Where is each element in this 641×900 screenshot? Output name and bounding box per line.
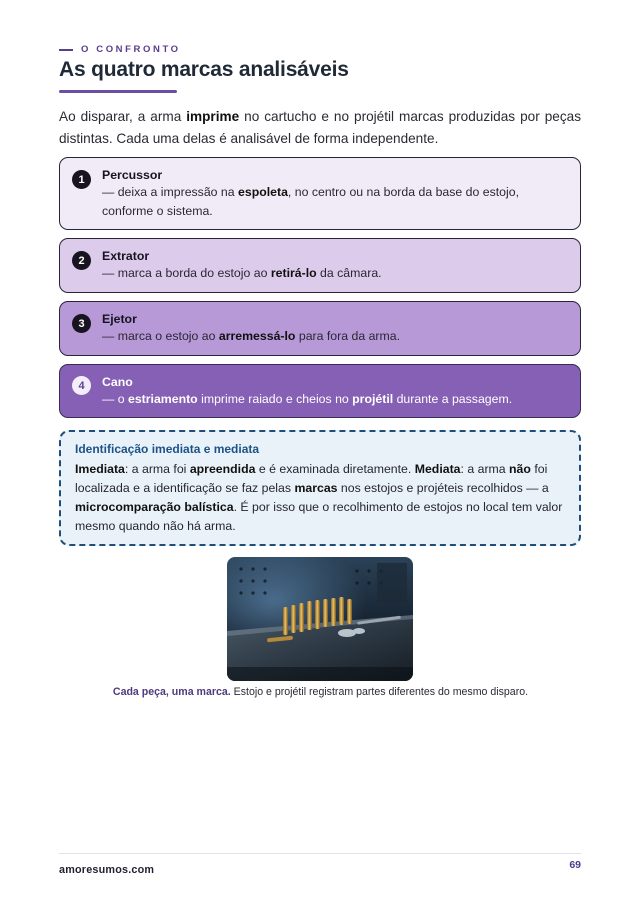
section-kicker [59,44,181,55]
card-description: — o estriamento imprime raiado e cheios no projétil durante a passagem. [102,392,513,406]
card-title: Extrator [102,249,150,263]
note-text: Imediata: a arma foi apreendida e é examinada diretamente. Mediata: a arma não foi localizada e a identificação se faz pelas marcas nos estojos e projéteis recolhidos — a microcomparação balística. É por isso que o recolhimento de estojos no local tem valor mesmo quando não há arma. [75,462,563,533]
mark-card-ejetor [59,301,581,356]
kicker-text: O CONFRONTO [81,44,181,55]
card-title: Percussor [102,168,163,182]
card-title: Cano [102,375,133,389]
card-title: Ejetor [102,312,137,326]
card-number-badge: 1 [72,170,91,189]
mark-card-percussor [59,157,581,230]
card-description: — deixa a impressão na espoleta, no centro ou na borda da base do estojo, conforme o sistema. [102,185,519,218]
intro-paragraph: Ao disparar, a arma imprime no cartucho e no projétil marcas produzidas por peças distintas. Cada uma delas é analisável de forma independente. [59,109,581,146]
footer-divider [59,853,581,854]
page-title: As quatro marcas analisáveis [59,58,349,81]
figure-caption: Cada peça, uma marca. Estojo e projétil registram partes diferentes do mesmo disparo. [112,686,529,698]
card-description: — marca o estojo ao arremessá-lo para fora da arma. [102,329,401,343]
card-number-badge: 4 [72,376,91,395]
footer-site: amoresumos.com [59,864,155,876]
cartridges-on-workbench-photo [227,557,413,681]
card-number-badge: 3 [72,314,91,333]
kicker-dash [59,49,73,51]
page-number: 69 [569,859,581,871]
identification-note-box [59,430,581,546]
note-title: Identificação imediata e mediata [75,442,260,456]
mark-card-extrator [59,238,581,293]
title-underline [59,90,177,93]
card-number-badge: 2 [72,251,91,270]
mark-card-cano [59,364,581,418]
photo-illustration [227,557,413,681]
card-description: — marca a borda do estojo ao retirá-lo da câmara. [102,266,382,280]
